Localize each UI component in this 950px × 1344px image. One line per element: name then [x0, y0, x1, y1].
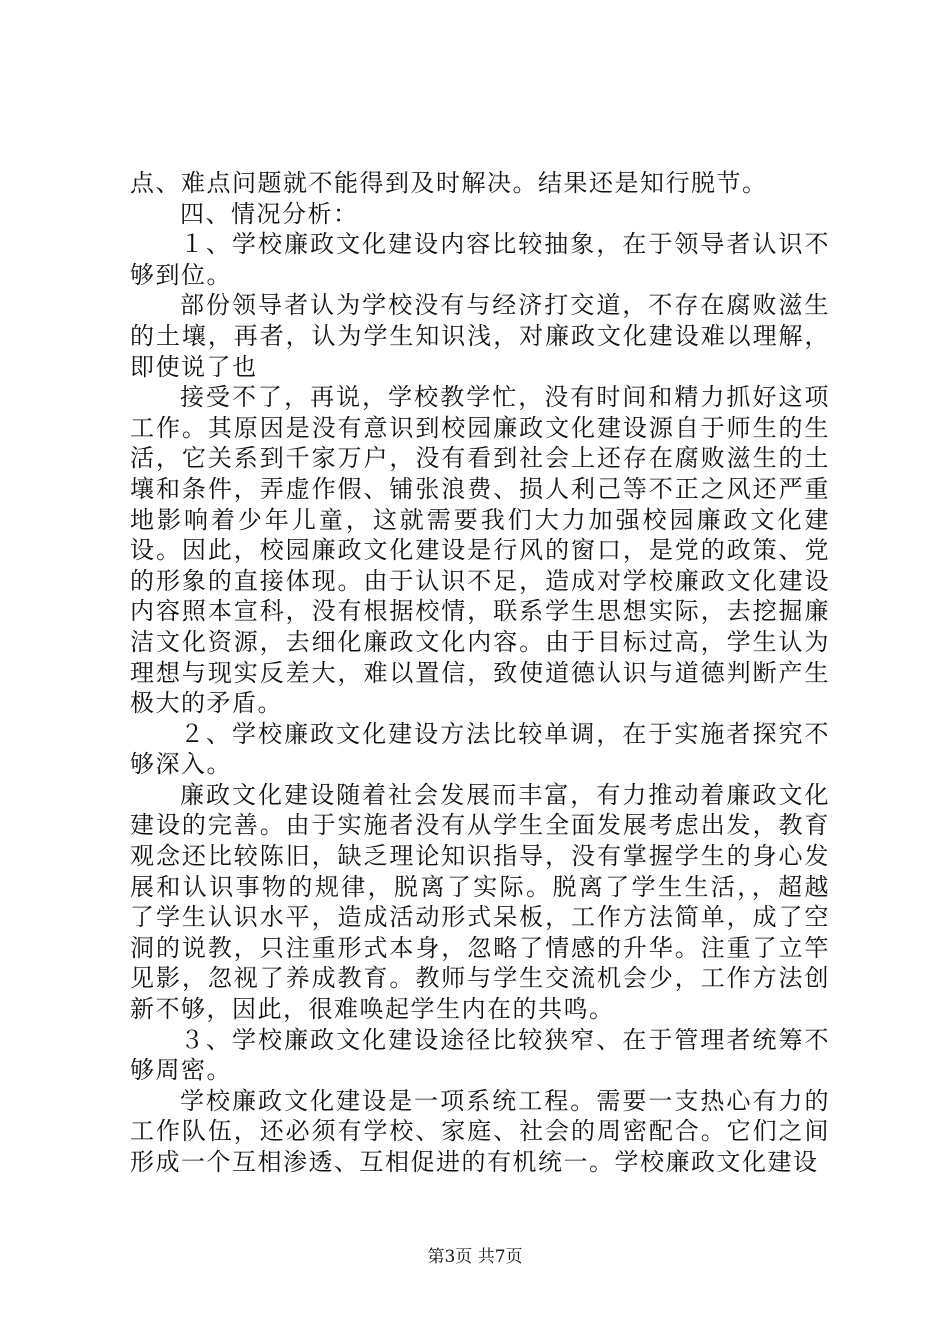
subheading-2: ２、学校廉政文化建设方法比较单调，在于实施者探究不够深入。 — [130, 719, 830, 779]
document-body — [130, 168, 830, 1178]
page-number-label: 第3页 共7页 — [427, 1247, 523, 1267]
paragraph-continuation: 点、难点问题就不能得到及时解决。结果还是知行脱节。 — [130, 169, 768, 197]
subheading-3: ３、学校廉政文化建设途径比较狭窄、在于管理者统筹不够周密。 — [130, 1025, 830, 1085]
paragraph: 学校廉政文化建设是一项系统工程。需要一支热心有力的工作队伍，还必须有学校、家庭、社会的周密配合。它们之间形成一个互相渗透、互相促进的有机统一。学校廉政文化建设 — [130, 1086, 830, 1176]
paragraph: 接受不了，再说，学校教学忙，没有时间和精力抓好这项工作。其原因是没有意识到校园廉政文化建设源自于师生的生活，它关系到千家万户，没有看到社会上还存在腐败滋生的土壤和条件，弄虚作假、铺张浪费、损人利己等不正之风还严重地影响着少年儿童，这就需要我们大力加强校园廉政文化建设。因此，校园廉政文化建设是行风的窗口，是党的政策、党的形象的直接体现。由于认识不足，造成对学校廉政文化建设内容照本宣科，没有根据校情，联系学生思想实际，去挖掘廉洁文化资源，去细化廉政文化内容。由于目标过高，学生认为理想与现实反差大，难以置信，致使道德认识与道德判断产生极大的矛盾。 — [130, 383, 830, 718]
page-footer — [0, 1242, 950, 1267]
section-heading-analysis: 四、情况分析： — [180, 199, 359, 228]
paragraph: 廉政文化建设随着社会发展而丰富，有力推动着廉政文化建设的完善。由于实施者没有从学生全面发展考虑出发，教育观念还比较陈旧，缺乏理论知识指导，没有掌握学生的身心发展和认识事物的规律，脱离了实际。脱离了学生生活，，超越了学生认识水平，造成活动形式呆板，工作方法简单，成了空洞的说教，只注重形式本身，忽略了情感的升华。注重了立竿见影，忽视了养成教育。教师与学生交流机会少，工作方法创新不够，因此，很难唤起学生内在的共鸣。 — [130, 780, 830, 1024]
paragraph: 部份领导者认为学校没有与经济打交道，不存在腐败滋生的土壤，再者，认为学生知识浅，对廉政文化建设难以理解，即使说了也 — [130, 291, 830, 381]
subheading-1: １、学校廉政文化建设内容比较抽象，在于领导者认识不够到位。 — [130, 230, 830, 289]
